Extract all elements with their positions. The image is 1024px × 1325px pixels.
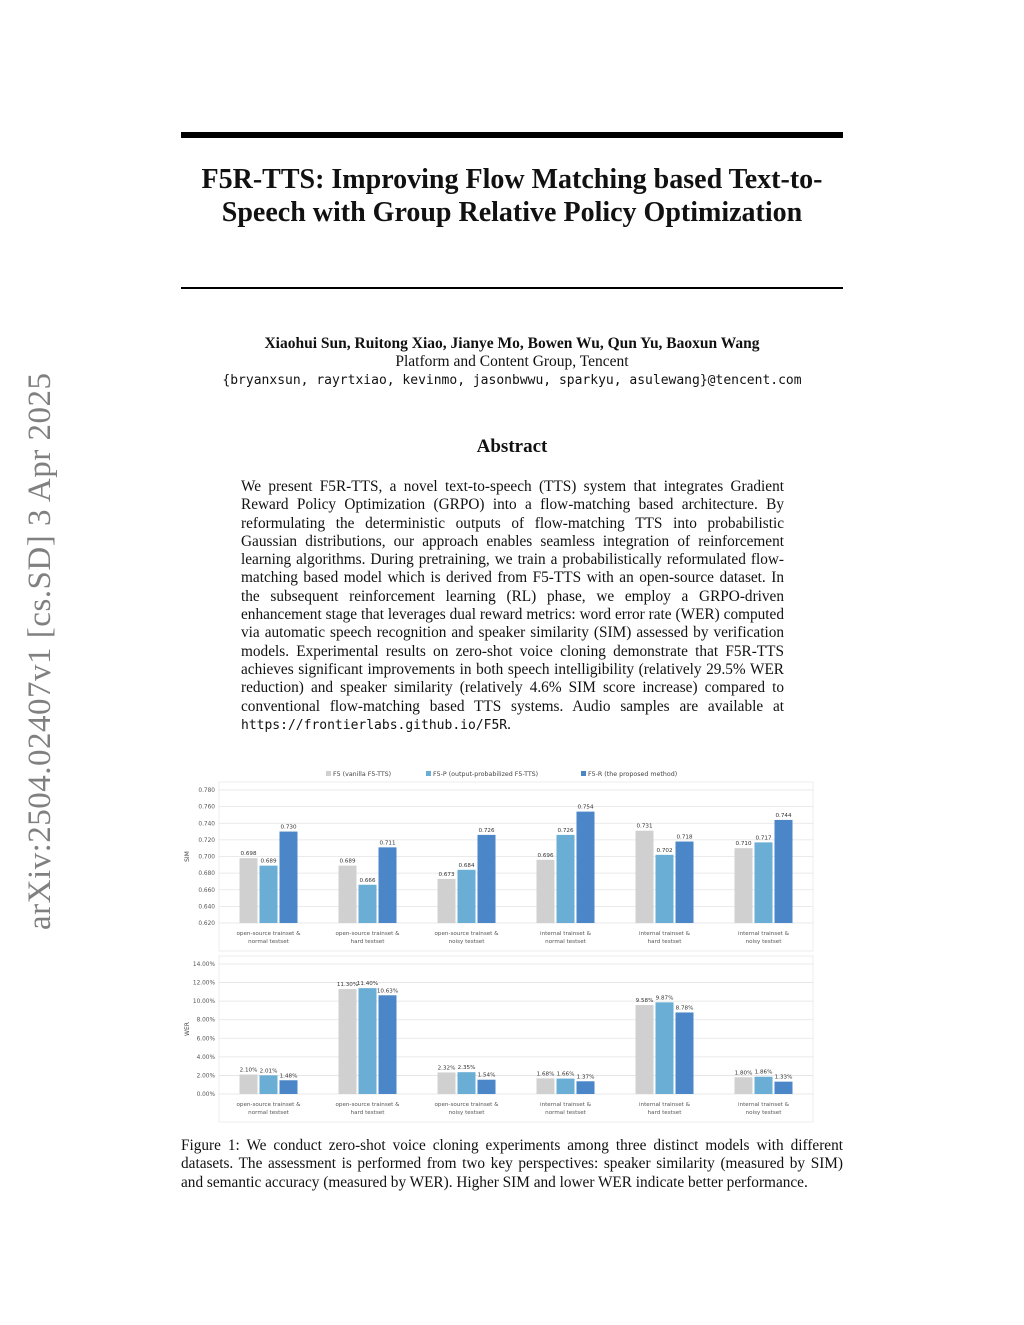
figure-1-charts	[181, 762, 843, 1127]
x-category-label: internal trainset &	[540, 1102, 591, 1108]
legend-swatch	[581, 771, 586, 776]
bar	[240, 1075, 258, 1095]
data-label: 0.726	[557, 827, 574, 834]
y-tick-label: 10.00%	[192, 999, 215, 1006]
audio-samples-link[interactable]: https://frontierlabs.github.io/F5R	[241, 717, 508, 733]
bar	[478, 835, 496, 923]
data-label: 10.63%	[376, 988, 399, 995]
bar	[735, 1077, 753, 1094]
bar	[458, 1072, 476, 1094]
data-label: 1.37%	[576, 1074, 595, 1081]
y-axis-label: SIM	[184, 851, 191, 862]
y-tick-label: 0.640	[198, 904, 215, 911]
data-label: 1.54%	[477, 1072, 496, 1079]
x-category-label: normal testset	[248, 1110, 289, 1116]
data-label: 0.689	[339, 858, 356, 865]
x-category-label: internal trainset &	[639, 931, 690, 937]
bar	[339, 989, 357, 1094]
data-label: 1.80%	[734, 1070, 753, 1077]
chart-frame	[219, 782, 813, 951]
y-tick-label: 0.720	[198, 837, 215, 844]
data-label: 9.87%	[655, 995, 674, 1002]
data-label: 8.78%	[675, 1005, 694, 1012]
data-label: 2.35%	[457, 1065, 476, 1072]
bar	[359, 885, 377, 923]
x-category-label: open-source trainset &	[335, 931, 400, 937]
bar	[577, 1081, 595, 1094]
y-tick-label: 12.00%	[192, 980, 215, 987]
legend-label: F5 (vanilla F5-TTS)	[333, 771, 392, 778]
x-category-label: open-source trainset &	[236, 1102, 301, 1108]
bar	[438, 879, 456, 923]
author-emails: {bryanxsun, rayrtxiao, kevinmo, jasonbwwu, sparkyu, asulewang}@tencent.com	[222, 373, 802, 388]
x-category-label: noisy testset	[448, 939, 485, 945]
affiliation: Platform and Content Group, Tencent	[395, 353, 629, 370]
y-tick-label: 6.00%	[196, 1036, 215, 1043]
bar	[755, 1077, 773, 1094]
data-label: 0.666	[359, 877, 376, 884]
data-label: 0.710	[735, 841, 752, 848]
y-tick-label: 8.00%	[196, 1017, 215, 1024]
x-category-label: normal testset	[248, 939, 289, 945]
x-category-label: open-source trainset &	[434, 931, 499, 937]
bar	[379, 995, 397, 1094]
data-label: 0.726	[478, 827, 495, 834]
data-label: 11.30%	[336, 982, 359, 989]
bar	[260, 866, 278, 923]
x-category-label: hard testset	[350, 939, 385, 945]
data-label: 9.58%	[635, 998, 654, 1005]
arxiv-stamp: arXiv:2504.02407v1 [cs.SD] 3 Apr 2025	[22, 372, 58, 930]
data-label: 1.48%	[279, 1073, 298, 1080]
bar	[676, 1012, 694, 1094]
bar	[636, 1005, 654, 1094]
data-label: 0.696	[537, 852, 554, 859]
x-category-label: internal trainset &	[639, 1102, 690, 1108]
abstract-text: We present F5R-TTS, a novel text-to-speech (TTS) system that integrates Gradient Reward Policy Optimization (GRPO) into a flow-matching based architecture. By reformulating the deterministic outputs of flow-matching TTS into probabilistic Gaussian distributions, our approach enables seamless integration of reinforcement learning algorithms. During pretraining, we train a probabilistically reformulated flow-matching based model which is derived from F5-TTS with an open-source dataset. In the subsequent reinforcement learning (RL) phase, we employ a GRPO-driven enhancement stage that leverages dual reward metrics: word error rate (WER) computed via automatic speech recognition and speaker similarity (SIM) assessed by verification models. Experimental results on zero-shot voice cloning demonstrate that F5R-TTS achieves significant improvements in both speech intelligibility (relatively 29.5% WER reduction) and speaker similarity (relatively 4.6% SIM score increase) compared to conventional flow-matching based TTS systems. Audio samples are available at	[241, 478, 784, 715]
author-list: Xiaohui Sun, Ruitong Xiao, Jianye Mo, Bowen Wu, Qun Yu, Baoxun Wang	[264, 335, 760, 352]
data-label: 0.730	[280, 824, 297, 831]
bar	[280, 1080, 298, 1094]
abstract-body	[241, 478, 784, 735]
bar	[676, 842, 694, 923]
data-label: 1.86%	[754, 1069, 773, 1076]
x-category-label: open-source trainset &	[434, 1102, 499, 1108]
figure-caption: Figure 1: We conduct zero-shot voice cloning experiments among three distinct models with different datasets. The assessment is performed from two key perspectives: speaker similarity (measured by SIM) and semantic accuracy (measured by WER). Higher SIM and lower WER indicate better performance.	[181, 1137, 843, 1191]
x-category-label: internal trainset &	[738, 1102, 789, 1108]
chart-frame	[219, 956, 813, 1122]
bar	[557, 1079, 575, 1094]
data-label: 1.68%	[536, 1071, 555, 1078]
data-label: 0.689	[260, 858, 277, 865]
figure-1	[181, 762, 843, 1127]
data-label: 0.754	[577, 804, 594, 811]
data-label: 0.718	[676, 834, 693, 841]
legend-swatch	[426, 771, 431, 776]
y-tick-label: 0.00%	[196, 1092, 215, 1098]
title-bottom-rule	[181, 287, 843, 289]
y-tick-label: 0.660	[198, 887, 215, 894]
data-label: 0.744	[775, 812, 792, 819]
y-tick-label: 0.780	[198, 788, 215, 794]
y-tick-label: 2.00%	[196, 1073, 215, 1080]
bar	[537, 1078, 555, 1094]
y-tick-label: 0.680	[198, 871, 215, 878]
y-tick-label: 14.00%	[192, 962, 215, 968]
x-category-label: open-source trainset &	[335, 1102, 400, 1108]
bar	[775, 1082, 793, 1094]
abstract-end: .	[507, 715, 511, 733]
paper-title: F5R-TTS: Improving Flow Matching based Text-to-Speech with Group Relative Policy Optimization	[201, 164, 823, 228]
bar	[636, 831, 654, 923]
legend-label: F5-P (output-probabilized F5-TTS)	[433, 771, 539, 778]
bar	[438, 1072, 456, 1094]
x-category-label: noisy testset	[745, 939, 782, 945]
bar	[260, 1075, 278, 1094]
data-label: 1.66%	[556, 1071, 575, 1078]
bar	[735, 848, 753, 923]
abstract-heading: Abstract	[476, 436, 548, 457]
bar	[458, 870, 476, 923]
bar	[755, 842, 773, 923]
y-tick-label: 4.00%	[196, 1054, 215, 1061]
bar	[656, 1002, 674, 1094]
legend-swatch	[326, 771, 331, 776]
legend-label: F5-R (the proposed method)	[588, 771, 678, 778]
y-axis-label: WER	[184, 1022, 191, 1036]
bar	[557, 835, 575, 923]
bar	[339, 866, 357, 923]
data-label: 11.40%	[356, 981, 379, 988]
x-category-label: normal testset	[545, 939, 586, 945]
x-category-label: noisy testset	[745, 1110, 782, 1116]
bar	[359, 988, 377, 1094]
bar	[577, 812, 595, 923]
x-category-label: hard testset	[350, 1110, 385, 1116]
data-label: 1.33%	[774, 1074, 793, 1081]
data-label: 0.684	[458, 862, 475, 869]
bar	[240, 858, 258, 923]
x-category-label: normal testset	[545, 1110, 586, 1116]
data-label: 2.01%	[259, 1068, 278, 1075]
title-top-rule	[181, 132, 843, 138]
data-label: 2.10%	[239, 1067, 258, 1074]
y-tick-label: 0.700	[198, 854, 215, 861]
data-label: 0.673	[438, 871, 455, 878]
bar	[775, 820, 793, 923]
bar	[537, 860, 555, 923]
data-label: 2.32%	[437, 1065, 456, 1072]
x-category-label: hard testset	[647, 939, 682, 945]
x-category-label: internal trainset &	[738, 931, 789, 937]
x-category-label: hard testset	[647, 1110, 682, 1116]
bar	[379, 847, 397, 923]
x-category-label: open-source trainset &	[236, 931, 301, 937]
data-label: 0.702	[656, 847, 673, 854]
y-tick-label: 0.760	[198, 804, 215, 811]
bar	[280, 832, 298, 923]
bar	[478, 1080, 496, 1094]
y-tick-label: 0.740	[198, 821, 215, 828]
data-label: 0.711	[379, 840, 396, 847]
x-category-label: noisy testset	[448, 1110, 485, 1116]
bar	[656, 855, 674, 923]
y-tick-label: 0.620	[198, 921, 215, 927]
data-label: 0.731	[636, 823, 653, 830]
data-label: 0.717	[755, 835, 772, 842]
x-category-label: internal trainset &	[540, 931, 591, 937]
data-label: 0.698	[240, 851, 257, 858]
